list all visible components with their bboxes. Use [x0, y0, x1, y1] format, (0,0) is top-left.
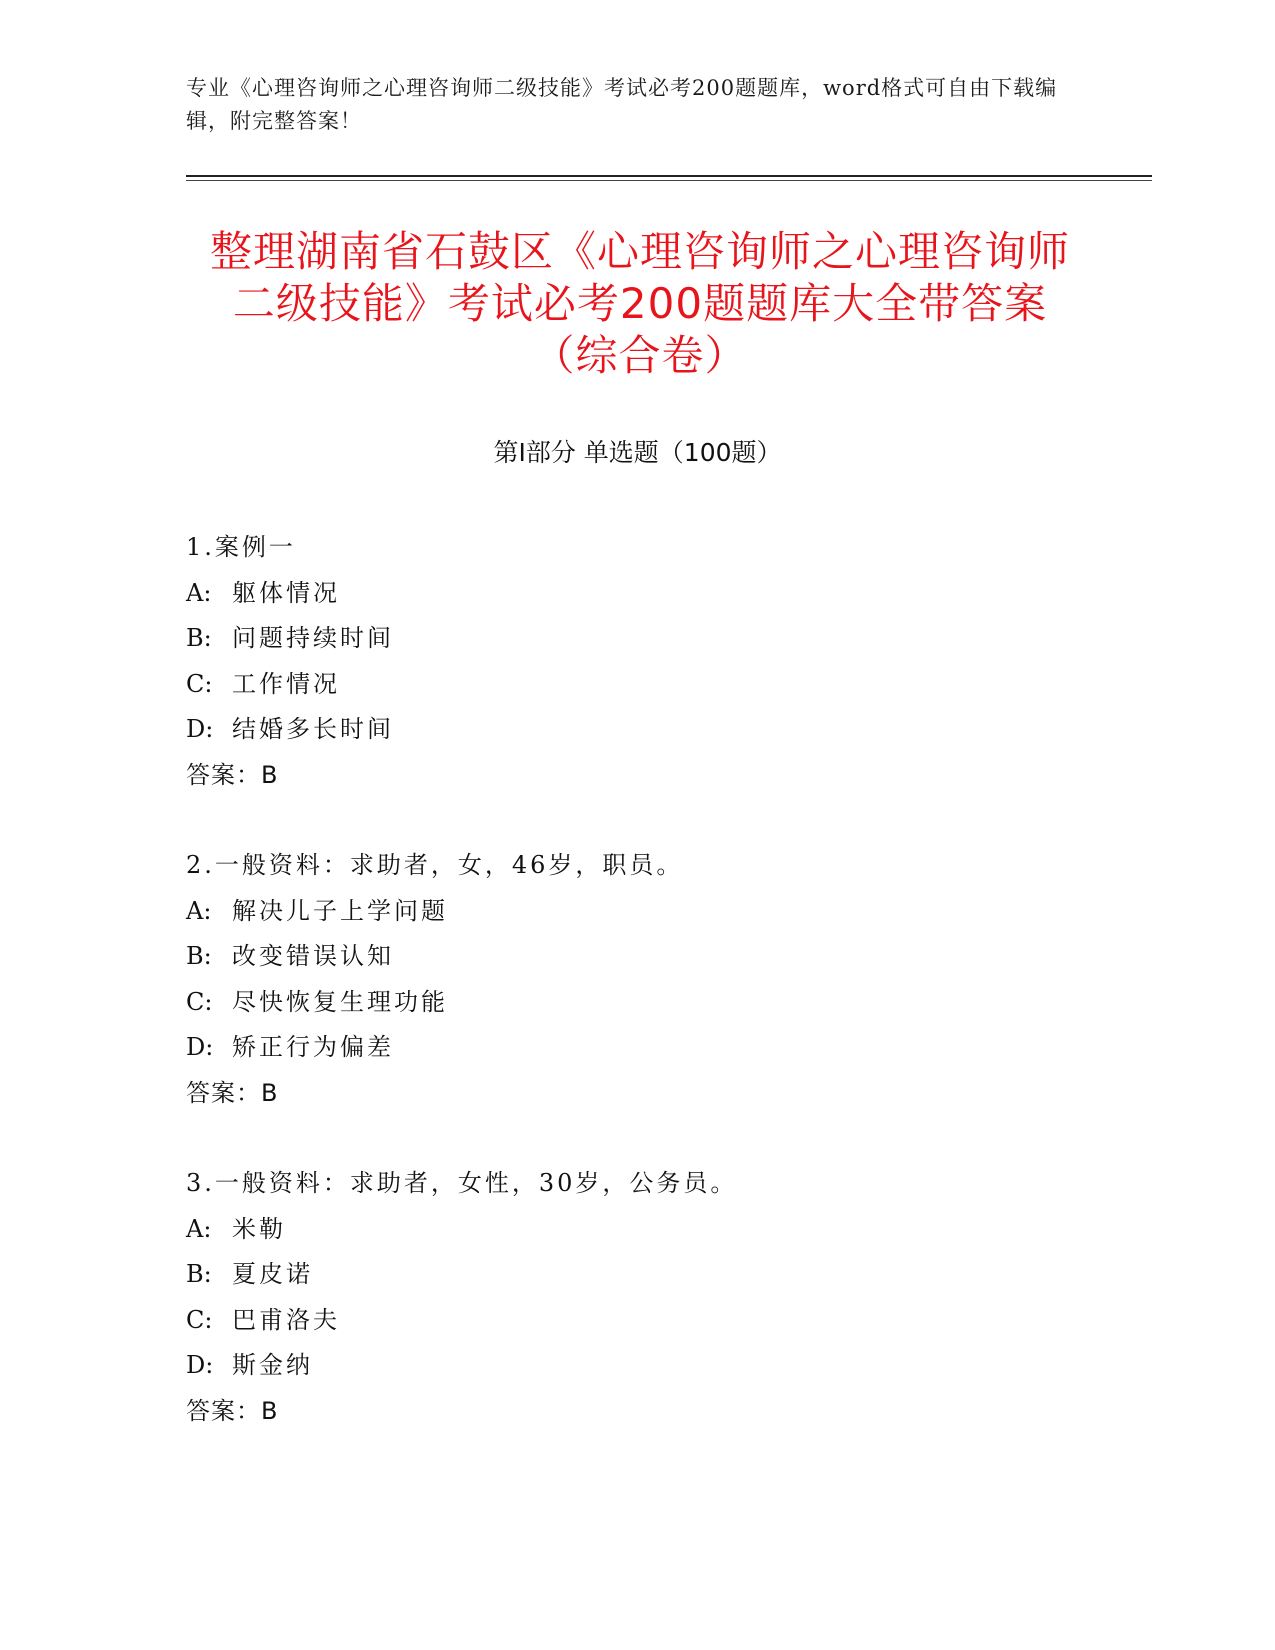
- option-text: 解决儿子上学问题: [232, 896, 448, 925]
- question-stem: 1.案例一: [186, 533, 296, 561]
- question-option: [186, 1343, 1086, 1389]
- question-option: [186, 662, 1086, 708]
- option-text: 工作情况: [232, 669, 340, 698]
- option-letter: D:: [186, 715, 214, 743]
- question-item: [186, 525, 1086, 798]
- option-letter: A:: [186, 578, 212, 607]
- option-text: 米勒: [232, 1214, 286, 1243]
- option-letter: C:: [186, 669, 213, 698]
- question-option: [186, 571, 1086, 617]
- question-option: [186, 980, 1086, 1026]
- question-option: [186, 1298, 1086, 1344]
- option-text: 问题持续时间: [232, 624, 394, 652]
- question-option: [186, 1252, 1086, 1298]
- option-text: 结婚多长时间: [232, 715, 394, 743]
- question-option: [186, 1207, 1086, 1253]
- option-letter: A:: [186, 1214, 212, 1243]
- question-answer: 答案：B: [186, 1396, 279, 1425]
- option-letter: D:: [186, 1351, 214, 1379]
- question-option: [186, 616, 1086, 662]
- question-item: [186, 843, 1086, 1116]
- option-text: 躯体情况: [232, 578, 340, 607]
- option-text: 巴甫洛夫: [232, 1305, 340, 1334]
- option-letter: D:: [186, 1033, 214, 1061]
- question-item: [186, 1161, 1086, 1434]
- question-option: [186, 889, 1086, 935]
- document-title: 整理湖南省石鼓区《心理咨询师之心理咨询师二级技能》考试必考200题题库大全带答案（综合卷）: [209, 227, 1070, 380]
- question-option: [186, 934, 1086, 980]
- question-stem: 3.一般资料：求助者，女性，30岁，公务员。: [186, 1169, 738, 1197]
- option-letter: A:: [186, 896, 212, 925]
- question-option: [186, 1025, 1086, 1071]
- option-letter: C:: [186, 987, 213, 1016]
- option-text: 改变错误认知: [232, 942, 394, 970]
- option-text: 尽快恢复生理功能: [232, 987, 448, 1016]
- option-text: 夏皮诺: [232, 1260, 313, 1288]
- option-letter: B:: [186, 624, 212, 652]
- question-answer: 答案：B: [186, 1078, 279, 1107]
- header-divider: [186, 175, 1152, 177]
- option-letter: B:: [186, 942, 212, 970]
- question-answer: 答案：B: [186, 760, 279, 789]
- question-option: [186, 707, 1086, 753]
- option-letter: B:: [186, 1260, 212, 1288]
- option-text: 矫正行为偏差: [232, 1033, 394, 1061]
- header-divider-thin: [186, 180, 1152, 181]
- section-title: 第Ⅰ部分 单选题（100题）: [493, 438, 782, 467]
- question-stem: 2.一般资料：求助者，女，46岁，职员。: [186, 851, 684, 879]
- option-letter: C:: [186, 1305, 213, 1334]
- option-text: 斯金纳: [232, 1351, 313, 1379]
- header-note: 专业《心理咨询师之心理咨询师二级技能》考试必考200题题库，word格式可自由下载编辑，附完整答案！: [186, 76, 1058, 133]
